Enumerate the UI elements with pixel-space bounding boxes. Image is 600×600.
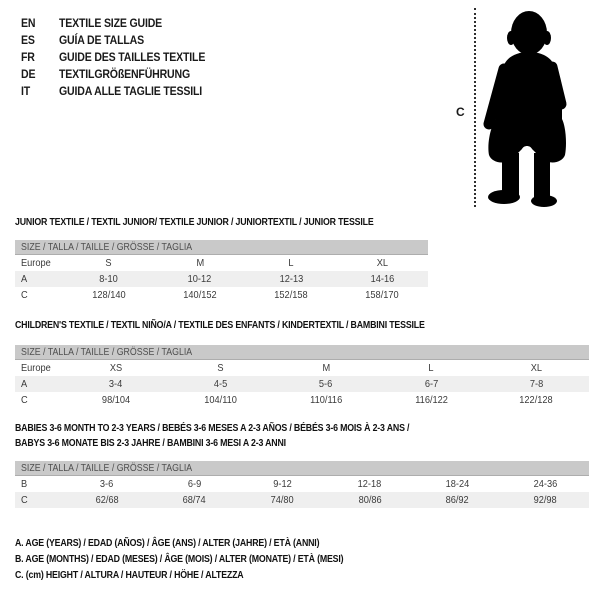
language-code-text: IT xyxy=(21,84,31,98)
language-title-text: TEXTILGRÖßENFÜHRUNG xyxy=(59,67,191,81)
size-value-cell xyxy=(63,476,151,492)
row-label-text: Europe xyxy=(21,257,51,269)
size-value-cell-text: 74/80 xyxy=(270,494,294,506)
size-value-cell-text: 6-7 xyxy=(424,378,438,390)
size-header-bar-text: SIZE / TALLA / TAILLE / GRÖSSE / TAGLIA xyxy=(21,242,193,253)
size-value-cell xyxy=(484,376,589,392)
language-code-text: DE xyxy=(21,67,36,81)
size-value-cell-text: L xyxy=(428,362,434,374)
row-label-text: C xyxy=(21,494,28,506)
note-line-text: B. AGE (MONTHS) / EDAD (MESES) / ÂGE (MOIS) / ALTER (MONATE) / ETÀ (MESI) xyxy=(15,554,344,565)
language-title xyxy=(59,32,156,49)
size-value-cell xyxy=(63,376,168,392)
size-value-cell xyxy=(154,271,245,287)
note-line xyxy=(15,536,388,552)
size-value-cell-text: XL xyxy=(530,362,543,374)
size-value-cell-text: 18-24 xyxy=(445,478,470,490)
section-title-line xyxy=(15,215,422,230)
size-value-cell-text: 68/74 xyxy=(182,494,207,506)
size-value-cell-text: 24-36 xyxy=(533,478,558,490)
row-label-text: C xyxy=(21,394,28,406)
size-value-cell xyxy=(337,271,428,287)
table-row xyxy=(15,392,589,408)
size-value-cell xyxy=(379,376,484,392)
size-value-cell-text: 86/92 xyxy=(445,494,470,506)
size-value-cell xyxy=(238,492,326,508)
size-header-bar-text: SIZE / TALLA / TAILLE / GRÖSSE / TAGLIA xyxy=(21,347,193,358)
size-value-cell-text: L xyxy=(288,257,294,269)
language-title xyxy=(59,15,176,32)
size-value-cell-text: S xyxy=(217,362,224,374)
height-measure-dotted-line xyxy=(474,8,476,207)
size-value-cell-text: XL xyxy=(376,257,389,269)
section-title-line xyxy=(15,436,463,451)
table-row xyxy=(15,287,428,303)
section-title-line xyxy=(15,318,481,333)
size-value-cell xyxy=(246,287,337,303)
size-value-cell xyxy=(168,360,273,376)
size-value-cell-text: M xyxy=(322,362,330,374)
row-label xyxy=(15,287,63,303)
table-row xyxy=(15,376,589,392)
row-label xyxy=(15,360,63,376)
row-label-text: A xyxy=(21,378,28,390)
size-value-cell xyxy=(326,492,414,508)
section-title-line-text: JUNIOR TEXTILE / TEXTIL JUNIOR/ TEXTILE JUNIOR / JUNIORTEXTIL / JUNIOR TESSILE xyxy=(15,217,374,228)
size-value-cell xyxy=(379,392,484,408)
size-value-cell xyxy=(337,255,428,271)
size-table-junior xyxy=(15,240,428,303)
language-code xyxy=(21,49,59,66)
size-value-cell xyxy=(501,492,589,508)
language-title-text: GUÍA DE TALLAS xyxy=(59,33,144,47)
language-title-text: GUIDE DES TAILLES TEXTILE xyxy=(59,50,206,64)
size-value-cell-text: 122/128 xyxy=(519,394,554,406)
size-header-bar xyxy=(15,240,428,255)
size-value-cell xyxy=(484,360,589,376)
size-value-cell-text: XS xyxy=(109,362,122,374)
language-legend xyxy=(21,15,225,100)
size-value-cell xyxy=(168,392,273,408)
size-value-cell-text: 3-6 xyxy=(100,478,114,490)
size-table-babies xyxy=(15,461,589,508)
language-title-text: TEXTILE SIZE GUIDE xyxy=(59,16,163,30)
size-value-cell xyxy=(151,492,239,508)
row-label-text: A xyxy=(21,273,28,285)
language-row xyxy=(21,66,225,83)
size-value-cell-text: 104/110 xyxy=(204,394,238,406)
section-title-babies xyxy=(15,421,463,451)
size-value-cell xyxy=(168,376,273,392)
section-title-line-text: CHILDREN'S TEXTILE / TEXTIL NIÑO/A / TEXTILE DES ENFANTS / KINDERTEXTIL / BAMBINI TESSILE xyxy=(15,320,425,331)
size-value-cell xyxy=(273,392,378,408)
size-value-cell xyxy=(414,492,502,508)
language-row xyxy=(21,49,225,66)
language-title xyxy=(59,66,208,83)
size-value-cell xyxy=(238,476,326,492)
legend-notes xyxy=(15,536,388,584)
language-title xyxy=(59,83,222,100)
row-label xyxy=(15,255,63,271)
language-code xyxy=(21,15,59,32)
language-row xyxy=(21,32,225,49)
size-value-cell-text: 80/86 xyxy=(358,494,382,506)
size-value-cell xyxy=(63,392,168,408)
table-row xyxy=(15,492,589,508)
size-header-bar xyxy=(15,461,589,476)
language-title xyxy=(59,49,225,66)
size-value-cell-text: 62/68 xyxy=(95,494,119,506)
size-value-cell xyxy=(154,287,245,303)
size-value-cell xyxy=(326,476,414,492)
size-value-cell xyxy=(273,360,378,376)
language-code xyxy=(21,66,59,83)
size-value-cell-text: 12-18 xyxy=(358,478,382,490)
note-line-text: A. AGE (YEARS) / EDAD (AÑOS) / ÂGE (ANS) / ALTER (JAHRE) / ETÀ (ANNI) xyxy=(15,538,320,549)
size-value-cell-text: 7-8 xyxy=(529,378,544,390)
row-label xyxy=(15,392,63,408)
size-value-cell-text: 98/104 xyxy=(101,394,130,406)
size-value-cell-text: 3-4 xyxy=(108,378,123,390)
size-value-cell xyxy=(63,271,154,287)
toddler-silhouette-icon xyxy=(482,6,572,208)
row-label-text: C xyxy=(21,289,28,301)
size-value-cell-text: 10-12 xyxy=(188,273,212,285)
language-code xyxy=(21,83,59,100)
table-row xyxy=(15,255,428,271)
size-value-cell-text: 92/98 xyxy=(533,494,557,506)
size-value-cell xyxy=(246,271,337,287)
size-value-cell xyxy=(414,476,502,492)
size-value-cell xyxy=(63,255,154,271)
section-title-line-text: BABYS 3-6 MONATE BIS 2-3 JAHRE / BAMBINI 3-6 MESI A 2-3 ANNI xyxy=(15,438,286,449)
size-value-cell xyxy=(63,287,154,303)
size-header-bar-text: SIZE / TALLA / TAILLE / GRÖSSE / TAGLIA xyxy=(21,463,193,474)
size-value-cell-text: 128/140 xyxy=(91,289,126,301)
size-value-cell xyxy=(337,287,428,303)
table-row xyxy=(15,476,589,492)
size-value-cell-text: 14-16 xyxy=(370,273,395,285)
size-value-cell-text: 116/122 xyxy=(414,394,448,406)
table-row xyxy=(15,271,428,287)
row-label xyxy=(15,376,63,392)
table-row xyxy=(15,360,589,376)
section-title-children xyxy=(15,318,481,333)
row-label-text: Europe xyxy=(21,362,51,374)
row-label xyxy=(15,476,63,492)
row-label xyxy=(15,271,63,287)
size-value-cell xyxy=(484,392,589,408)
note-line xyxy=(15,552,388,568)
section-title-line xyxy=(15,421,463,436)
language-code-text: FR xyxy=(21,50,35,64)
language-code xyxy=(21,32,59,49)
size-table-children xyxy=(15,345,589,408)
size-value-cell-text: M xyxy=(196,257,204,269)
size-value-cell-text: 4-5 xyxy=(214,378,228,390)
size-value-cell-text: 5-6 xyxy=(319,378,333,390)
height-measure-label: C xyxy=(456,105,465,119)
size-value-cell xyxy=(151,476,239,492)
size-value-cell xyxy=(246,255,337,271)
size-value-cell xyxy=(154,255,245,271)
size-value-cell xyxy=(63,492,151,508)
size-value-cell-text: 6-9 xyxy=(187,478,202,490)
size-value-cell xyxy=(501,476,589,492)
row-label xyxy=(15,492,63,508)
language-row xyxy=(21,15,225,32)
size-value-cell-text: 140/152 xyxy=(183,289,217,301)
size-value-cell-text: 158/170 xyxy=(365,289,400,301)
language-title-text: GUIDA ALLE TAGLIE TESSILI xyxy=(59,84,203,98)
language-code-text: EN xyxy=(21,16,36,30)
row-label-text: B xyxy=(21,478,28,490)
note-line-text: C. (cm) HEIGHT / ALTURA / HAUTEUR / HÖHE / ALTEZZA xyxy=(15,570,244,581)
language-code-text: ES xyxy=(21,33,35,47)
size-value-cell-text: 8-10 xyxy=(99,273,118,285)
size-value-cell-text: S xyxy=(105,257,112,269)
size-value-cell-text: 110/116 xyxy=(309,394,343,406)
section-title-line-text: BABIES 3-6 MONTH TO 2-3 YEARS / BEBÉS 3-6 MESES A 2-3 AÑOS / BÉBÉS 3-6 MOIS À 2-3 ANS / xyxy=(15,423,410,434)
note-line xyxy=(15,568,388,584)
size-value-cell-text: 12-13 xyxy=(279,273,303,285)
language-row xyxy=(21,83,225,100)
size-value-cell-text: 9-12 xyxy=(272,478,292,490)
size-header-bar xyxy=(15,345,589,360)
size-value-cell xyxy=(379,360,484,376)
section-title-junior xyxy=(15,215,422,230)
size-value-cell xyxy=(273,376,378,392)
size-value-cell xyxy=(63,360,168,376)
size-value-cell-text: 152/158 xyxy=(274,289,308,301)
